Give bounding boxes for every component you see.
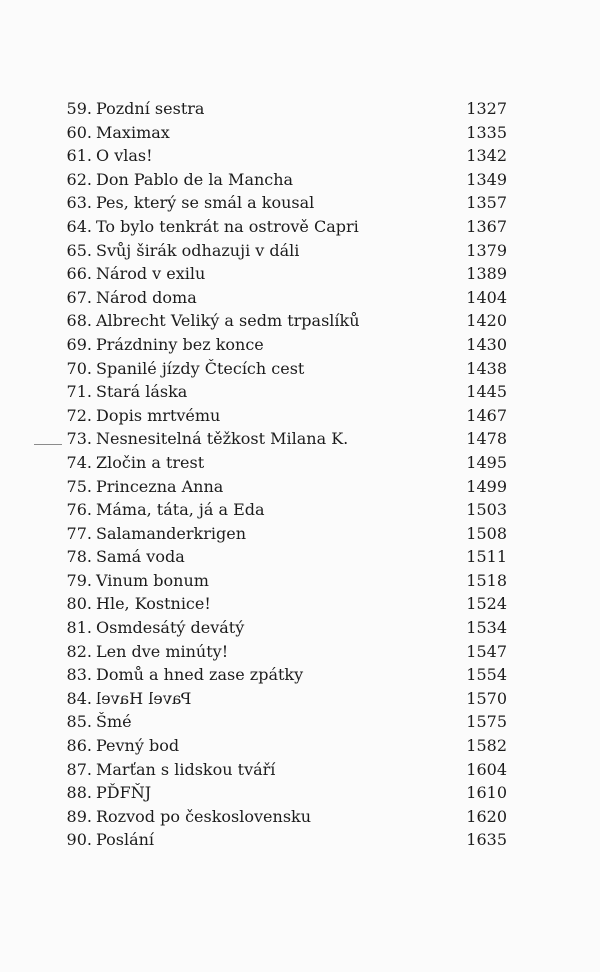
chapter-number: 59.	[66, 99, 92, 118]
page-number: 1379	[466, 240, 507, 260]
page-number: 1575	[466, 712, 507, 732]
toc-entry-60	[0, 121, 600, 145]
chapter-number: 64.	[66, 216, 92, 236]
chapter-number: 76.	[66, 500, 92, 520]
toc-entry-66	[0, 262, 600, 286]
toc-entry-85	[0, 710, 600, 734]
toc-entry-84	[0, 687, 600, 711]
chapter-title: To bylo tenkrát na ostrově Capri	[96, 216, 359, 236]
chapter-number: 70.	[66, 358, 92, 378]
chapter-number: 63.	[66, 193, 92, 213]
toc-entry-65	[0, 239, 600, 263]
chapter-title: Salamanderkrigen	[96, 523, 247, 543]
page-number: 1582	[466, 736, 507, 756]
page-number: 1349	[466, 169, 507, 189]
page-number: 1367	[466, 216, 507, 236]
chapter-title: Národ doma	[96, 287, 197, 307]
chapter-title: O vlas!	[96, 146, 153, 166]
chapter-number: 68.	[66, 311, 92, 331]
page-number: 1570	[466, 688, 507, 708]
page-number: 1478	[466, 429, 507, 449]
toc-entry-64	[0, 215, 600, 239]
toc-entry-79	[0, 569, 600, 593]
chapter-number: 84.	[66, 688, 92, 708]
chapter-title: Spanilé jízdy Čtecích cest	[96, 358, 305, 378]
chapter-number: 71.	[66, 382, 92, 402]
chapter-number: 85.	[66, 712, 92, 732]
page-number: 1635	[466, 830, 507, 850]
chapter-number: 72.	[66, 405, 92, 425]
chapter-number: 89.	[66, 806, 92, 826]
table-of-contents	[0, 97, 600, 852]
toc-entry-78	[0, 545, 600, 569]
toc-entry-59	[0, 97, 600, 121]
page-number: 1604	[466, 759, 507, 779]
chapter-number: 66.	[66, 264, 92, 284]
toc-entry-90	[0, 828, 600, 852]
chapter-title: Osmdesátý devátý	[96, 618, 245, 638]
chapter-title: Maximax	[96, 122, 170, 142]
chapter-number: 73.	[66, 429, 92, 449]
toc-entry-76	[0, 498, 600, 522]
chapter-number: 67.	[66, 287, 92, 307]
chapter-number: 81.	[66, 618, 92, 638]
toc-entry-88	[0, 781, 600, 805]
page-number: 1524	[466, 594, 507, 614]
toc-entry-89	[0, 805, 600, 829]
toc-entry-70	[0, 357, 600, 381]
chapter-title: Zločin a trest	[96, 452, 205, 472]
page-number: 1420	[466, 311, 507, 331]
page-number: 1547	[466, 641, 507, 661]
page-number: 1342	[466, 146, 507, 166]
chapter-title: Pavel Havel	[96, 688, 192, 708]
chapter-number: 62.	[66, 169, 92, 189]
toc-entry-63	[0, 191, 600, 215]
chapter-title: Máma, táta, já a Eda	[96, 500, 265, 520]
toc-entry-74	[0, 451, 600, 475]
chapter-title: Princezna Anna	[96, 476, 224, 496]
chapter-number: 74.	[66, 452, 92, 472]
toc-entry-82	[0, 640, 600, 664]
page-number: 1554	[466, 665, 507, 685]
chapter-number: 90.	[66, 830, 92, 850]
chapter-number: 86.	[66, 736, 92, 756]
page-number: 1503	[466, 500, 507, 520]
chapter-title: Pevný bod	[96, 736, 180, 756]
page-number: 1518	[466, 570, 507, 590]
toc-entry-61	[0, 144, 600, 168]
toc-entry-71	[0, 380, 600, 404]
page-number: 1467	[466, 405, 507, 425]
toc-entry-80	[0, 592, 600, 616]
chapter-title: Stará láska	[96, 382, 188, 402]
chapter-number: 82.	[66, 641, 92, 661]
chapter-title: PĎFŇJ	[96, 783, 152, 803]
chapter-title: Samá voda	[96, 547, 185, 567]
toc-entry-69	[0, 333, 600, 357]
toc-entry-62	[0, 168, 600, 192]
page-number: 1610	[466, 783, 507, 803]
chapter-number: 80.	[66, 594, 92, 614]
chapter-title: Pozdní sestra	[96, 99, 205, 118]
toc-entry-81	[0, 616, 600, 640]
toc-entry-68	[0, 309, 600, 333]
page-number: 1620	[466, 806, 507, 826]
chapter-number: 65.	[66, 240, 92, 260]
toc-entry-77	[0, 522, 600, 546]
page-number: 1327	[466, 99, 507, 118]
page-number: 1511	[466, 547, 507, 567]
chapter-title: Svůj širák odhazuji v dáli	[96, 240, 300, 260]
page-number: 1404	[466, 287, 507, 307]
chapter-title: Don Pablo de la Mancha	[96, 169, 294, 189]
page-number: 1357	[466, 193, 507, 213]
chapter-title: Domů a hned zase zpátky	[96, 665, 304, 685]
chapter-title: Pes, který se smál a kousal	[96, 193, 315, 213]
toc-entry-83	[0, 663, 600, 687]
chapter-title: Dopis mrtvému	[96, 405, 221, 425]
chapter-title: Prázdniny bez konce	[96, 334, 264, 354]
chapter-title: Šmé	[96, 712, 132, 732]
page-number: 1389	[466, 264, 507, 284]
page-number: 1335	[466, 122, 507, 142]
chapter-number: 75.	[66, 476, 92, 496]
toc-entry-67	[0, 286, 600, 310]
page-number: 1445	[466, 382, 507, 402]
chapter-title: Len dve minúty!	[96, 641, 229, 661]
page-number: 1495	[466, 452, 507, 472]
toc-entry-86	[0, 734, 600, 758]
chapter-number: 77.	[66, 523, 92, 543]
toc-entry-75	[0, 475, 600, 499]
chapter-title: Marťan s lidskou tváří	[96, 759, 276, 779]
page-number: 1499	[466, 476, 507, 496]
chapter-number: 87.	[66, 759, 92, 779]
page-number: 1438	[466, 358, 507, 378]
chapter-number: 79.	[66, 570, 92, 590]
chapter-title: Hle, Kostnice!	[96, 594, 211, 614]
chapter-number: 69.	[66, 334, 92, 354]
chapter-title: Rozvod po československu	[96, 806, 312, 826]
toc-entry-72	[0, 404, 600, 428]
chapter-number: 60.	[66, 122, 92, 142]
chapter-title: Albrecht Veliký a sedm trpaslíků	[96, 311, 360, 331]
toc-entry-73	[0, 427, 600, 451]
chapter-number: 61.	[66, 146, 92, 166]
chapter-number: 88.	[66, 783, 92, 803]
page-number: 1430	[466, 334, 507, 354]
chapter-title: Nesnesitelná těžkost Milana K.	[96, 429, 349, 449]
chapter-number: 78.	[66, 547, 92, 567]
toc-entry-87	[0, 758, 600, 782]
page-number: 1534	[466, 618, 507, 638]
chapter-title: Národ v exilu	[96, 264, 206, 284]
chapter-number: 83.	[66, 665, 92, 685]
chapter-title: Poslání	[96, 830, 155, 850]
page-number: 1508	[466, 523, 507, 543]
chapter-title: Vinum bonum	[96, 570, 209, 590]
